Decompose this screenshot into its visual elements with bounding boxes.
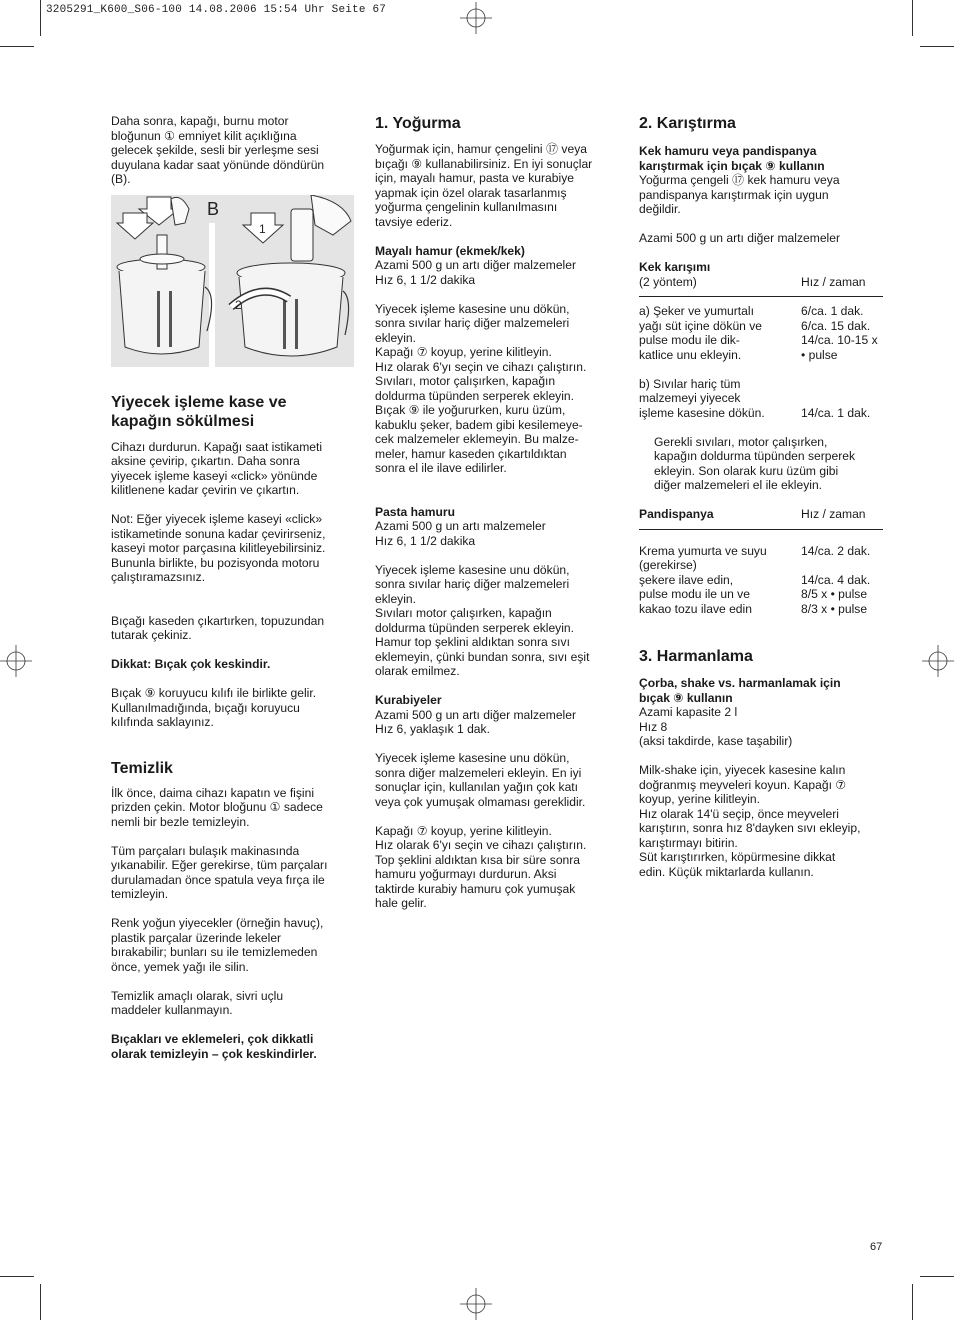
print-header: 3205291_K600_S06-100 14.08.2006 15:54 Uhr Seite 67 [46,4,387,16]
table-row: kakao tozu ilave edin 8/3 x • pulse [639,601,868,616]
text-line: Kapağı ⑦ koyup, yerine kilitleyin. [375,823,552,838]
text-line: Azami 500 g un artı diğer malzemeler [375,707,576,722]
warning-text: Bıçakları ve eklemeleri, çok dikkatli [111,1032,314,1046]
text-line: Sıvıları, motor çalışırken, kapağın [375,374,556,388]
intro-line: duyulana kadar saat yönünde döndürün [111,157,325,172]
text-line: karıştırın, sonra hız 8'dayken sıvı ekleyip, [639,821,861,835]
crop-mark [0,1276,34,1277]
table-row: malzemeyi yiyecek [639,391,741,405]
text-line: yapmak için özel olarak tasarlanmış [375,185,567,200]
text-line: veya çok yumuşak olmaması gereklidir. [375,794,586,809]
text-line: durulamadan önce spatula veya fırça ile [111,872,325,887]
text-line: Bununla birlikte, bu pozisyonda motoru [111,555,320,570]
text-line: tavsiye ederiz. [375,214,453,229]
text-line: tutarak çekiniz. [111,628,192,642]
section-title: Temizlik [111,759,173,777]
table-row: (gerekirse) [639,558,697,572]
crop-mark [912,1284,913,1320]
warning-text: olarak temizleyin – çok keskindirler. [111,1046,317,1061]
text-line: temizleyin. [111,887,169,901]
text-line: nemli bir bezle temizleyin. [111,814,250,829]
text-line: Tüm parçaları bulaşık makinasında [111,843,300,858]
figure-label-2: 2 [235,297,242,312]
text-line: Hız olarak 14'ü seçip, önce meyveleri [639,806,839,821]
text-line: değildir. [639,202,681,216]
text-line: sonra diğer malzemeleri ekleyin. En iyi [375,765,582,780]
text-line: prizden çekin. Motor bloğunu ① sadece [111,800,323,814]
figure-label-1: 1 [259,221,266,236]
crop-mark [40,0,41,36]
text-line: Temizlik amaçlı olarak, sivri uçlu [111,988,284,1003]
intro-line: gelecek şekilde, sesli bir yerleşme sesi [111,143,319,157]
subsection-title: Kek hamuru veya pandispanya [639,144,817,158]
text-line: hale gelir. [375,896,427,910]
text-line: kabuklu şeker, badem gibi kesilemeye- [375,417,583,432]
table-row: Krema yumurta ve suyu 14/ca. 2 dak. [639,543,871,558]
text-line: diğer malzemeleri el ile ekleyin. [654,478,823,492]
text-line: istikametinde sonuna kadar çevirirseniz, [111,526,326,541]
figure-label-b: B [207,198,220,219]
text-line: hamuru yoğurmayı durdurun. Aksi [375,867,557,881]
table-title: Kek karışımı [639,260,711,274]
section-title: Yiyecek işleme kase ve [111,393,287,411]
subsection-title: Çorba, shake vs. harmanlamak için [639,676,841,690]
text-line: Azami 500 g un artı diğer malzemeler [375,258,576,272]
table-header: Pandispanya [639,507,801,529]
warning-text: Dikkat: Bıçak çok keskindir. [111,657,271,671]
table-row: b) Sıvılar hariç tüm [639,376,741,391]
text-line: yoğurma çengelinin kullanılmasını [375,200,558,214]
text-line: kaseyi motor parçasına kilitleyebilirsiniz. [111,541,326,555]
subsection-title: Pasta hamuru [375,504,455,519]
page-number: 67 [870,1241,883,1253]
table-row: şekere ilave edin, 14/ca. 4 dak. [639,572,871,587]
text-line: Hız 6, 1 1/2 dakika [375,272,476,287]
text-line: Yoğurmak için, hamur çengelini ⑰ veya [375,142,587,156]
crop-mark [912,0,913,36]
text-line: bırakabilir; bunları su ile temizlemeden [111,945,318,959]
text-line: Renk yoğun yiyecekler (örneğin havuç), [111,916,324,930]
table-header: Hız / zaman [801,507,883,529]
text-line: eklemeyin, çünki bundan sonra, sıvı eşit [375,649,590,664]
text-line: ekleyin. [375,330,417,345]
text-line: kapağın doldurma tüpünden serperek [654,449,856,463]
intro-line: Daha sonra, kapağı, burnu motor [111,114,289,128]
table-row: pulse modu ile dik- 14/ca. 10-15 x [639,333,878,347]
subsection-title: karıştırmak için bıçak ⑨ kullanın [639,158,825,173]
text-line: plastik parçalar üzerinde lekeler [111,930,282,945]
text-line: Hamur top şeklini aldıktan sonra sıvı [375,635,570,649]
text-line: çalıştıramazsınız. [111,570,206,584]
text-line: edin. Küçük miktarlarda kullanın. [639,864,814,879]
text-line: koyup, yerine kilitleyin. [639,792,760,806]
registration-mark-icon [922,645,954,677]
text-line: sonra el ile ilave edilirler. [375,461,507,475]
subsection-title: bıçak ⑨ kullanın [639,690,733,705]
column-1 [111,114,356,1061]
text-line: (aksi takdirde, kase taşabilir) [639,734,793,748]
text-line: pandispanya karıştırmak için uygun [639,187,829,202]
crop-mark [0,46,34,47]
cake-mix-table [639,260,883,435]
text-line: taktirde kurabiy hamuru çok yumuşak [375,881,576,896]
registration-mark-icon [0,645,32,677]
text-line: maddeler kullanmayın. [111,1003,233,1017]
text-line: kilitlenene kadar çevirin ve çıkartın. [111,483,300,497]
text-line: sonra sıvılar hariç diğer malzemeleri [375,316,570,330]
text-line: Bıçak ⑨ koruyucu kılıfı ile birlikte gelir. [111,686,317,700]
text-line: Top şeklini aldıktan kısa bir süre sonra [375,852,581,867]
text-line: doldurma tüpünden serperek ekleyin. [375,620,574,635]
text-line: Hız 6, 1 1/2 dakika [375,533,476,548]
section-title: 2. Karıştırma [639,115,736,132]
text-line: Hız 6, yaklaşık 1 dak. [375,722,490,736]
text-line: Hız 8 [639,719,668,734]
text-line: İlk önce, daima cihazı kapatın ve fişini [111,785,315,800]
table-row: pulse modu ile un ve 8/5 x • pulse [639,587,868,601]
text-line: Bıçak ⑨ ile yoğururken, kuru üzüm, [375,403,566,417]
crop-mark [920,46,954,47]
text-line: meler, hamur kaseden çıkartıldıktan [375,446,567,461]
subsection-title: Kurabiyeler [375,693,442,707]
registration-mark-icon [460,2,492,34]
text-line: Süt karıştırırken, köpürmesine dikkat [639,850,836,864]
column-3 [639,114,889,879]
text-line: yiyecek işleme kaseyi «click» yönünde [111,468,318,483]
text-line: Hız olarak 6'yı seçin ve cihazı çalıştırın. [375,838,587,852]
sponge-cake-table [639,507,883,616]
text-line: cek malzemeler eklemeyin. Bu malze- [375,432,579,446]
text-line: ekleyin. Son olarak kuru üzüm gibi [654,463,839,478]
assembly-illustration [111,195,354,367]
text-line: sonra sıvılar hariç diğer malzemeleri [375,577,570,591]
intro-line: (B). [111,172,131,186]
table-row: a) Şeker ve yumurtalı 6/ca. 1 dak. [639,304,864,318]
text-line: ekleyin. [375,591,417,606]
text-line: Bıçağı kaseden çıkartırken, topuzundan [111,613,325,628]
subsection-title: Mayalı hamur (ekmek/kek) [375,243,525,258]
text-line: Azami 500 g un artı diğer malzemeler [639,231,840,245]
text-line: kılıfında saklayınız. [111,715,214,729]
text-line: bıçağı ⑨ kullanabilirsiniz. En iyi sonuçlar [375,156,593,171]
text-line: önce, yemek yağı ile silin. [111,959,249,974]
text-line: Milk-shake için, yiyecek kasesine kalın [639,763,846,777]
crop-mark [40,1284,41,1320]
table-header: (2 yöntem) [639,275,801,297]
text-line: Azami 500 g un artı malzemeler [375,519,546,533]
table-row: katlice unu ekleyin. • pulse [639,347,838,362]
text-line: Yiyecek işleme kasesine unu dökün, [375,751,570,765]
text-line: Azami kapasite 2 l [639,705,738,719]
text-line: Kapağı ⑦ koyup, yerine kilitleyin. [375,345,552,359]
text-line: Yiyecek işleme kasesine unu dökün, [375,562,570,577]
text-line: aksine çevirip, çıkartın. Daha sonra [111,454,300,468]
text-line: Yoğurma çengeli ⑰ kek hamuru veya [639,173,840,187]
text-line: karıştırmayı bitirin. [639,835,738,850]
table-row: işleme kasesine dökün. 14/ca. 1 dak. [639,405,871,420]
text-line: Sıvıları motor çalışırken, kapağın [375,606,552,620]
text-line: doldurma tüpünden serperek ekleyin. [375,388,574,403]
text-line: sonuçlar için, kullanılan yağın çok katı [375,780,579,794]
text-line: doğranmış meyveleri koyun. Kapağı ⑦ [639,777,847,792]
text-line: Kullanılmadığında, bıçağı koruyucu [111,700,300,715]
text-line: yıkanabilir. Eğer gerekirse, tüm parçaları [111,858,328,872]
text-line: Yiyecek işleme kasesine unu dökün, [375,301,570,316]
text-line: için, mayalı hamur, pasta ve kurabiye [375,171,574,185]
section-title: 1. Yoğurma [375,115,461,132]
table-row: yağı süt içine dökün ve 6/ca. 15 dak. [639,318,871,333]
table-header: Hız / zaman [801,275,883,297]
column-2 [375,114,620,911]
registration-mark-icon [460,1288,492,1320]
text-line: olarak emilmez. [375,664,460,678]
intro-line: bloğunun ① emniyet kilit açıklığına [111,128,297,143]
crop-mark [920,1276,954,1277]
text-line: Not: Eğer yiyecek işleme kaseyi «click» [111,512,323,526]
text-line: Hız olarak 6'yı seçin ve cihazı çalıştırın. [375,359,587,374]
text-line: Gerekli sıvıları, motor çalışırken, [654,434,828,449]
section-title: 3. Harmanlama [639,648,753,665]
text-line: Cihazı durdurun. Kapağı saat istikameti [111,439,323,454]
section-title: kapağın sökülmesi [111,412,255,430]
